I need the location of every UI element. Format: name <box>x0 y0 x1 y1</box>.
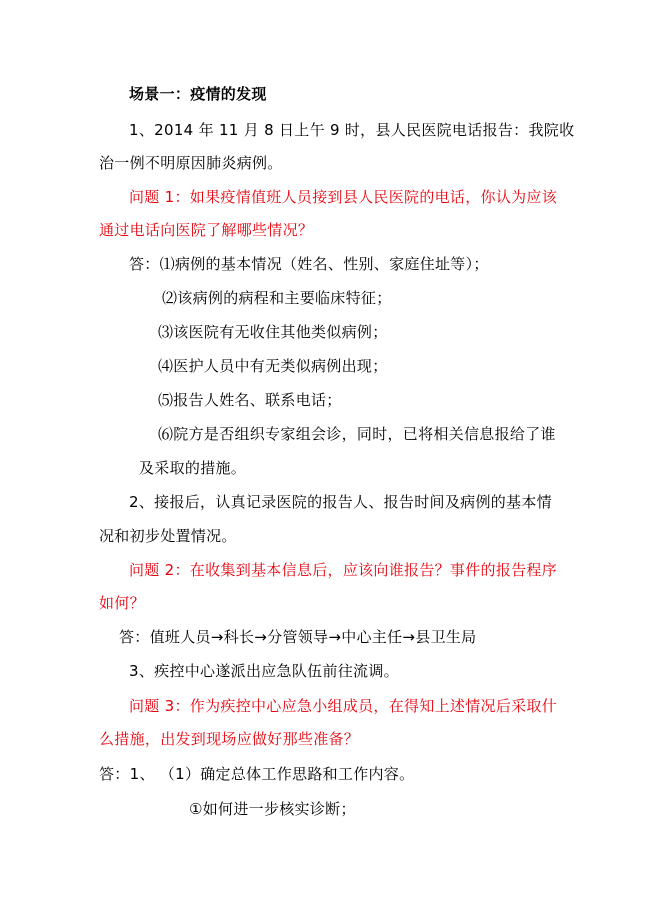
item-1-line-1: 1、2014 年 11 月 8 日上午 9 时，县人民医院电话报告：我院收 <box>129 121 575 139</box>
answer-1-item-6-line-1: ⑹院方是否组织专家组会诊，同时，已将相关信息报给了谁 <box>158 425 556 443</box>
item-2-line-2: 况和初步处置情况。 <box>99 527 237 545</box>
question-1-line-1: 问题 1：如果疫情值班人员接到县人民医院的电话，你认为应该 <box>129 188 558 206</box>
answer-3-sub-1: ①如何进一步核实诊断； <box>189 800 356 818</box>
question-2-line-2: 如何？ <box>99 594 145 612</box>
question-3-line-2: 么措施，出发到现场应做好那些准备？ <box>99 730 360 748</box>
question-2-line-1: 问题 2：在收集到基本信息后，应该向谁报告？事件的报告程序 <box>129 561 558 579</box>
answer-1-item-1: 答：⑴病例的基本情况（姓名、性别、家庭住址等）； <box>129 255 489 273</box>
answer-3-line-1: 答：1、 （1）确定总体工作思路和工作内容。 <box>99 765 415 783</box>
question-3-line-1: 问题 3：作为疾控中心应急小组成员，在得知上述情况后采取什 <box>129 697 558 715</box>
item-1-line-2: 治一例不明原因肺炎病例。 <box>99 154 283 172</box>
answer-2: 答：值班人员→科长→分管领导→中心主任→县卫生局 <box>119 628 477 646</box>
answer-1-item-5: ⑸报告人姓名、联系电话； <box>158 391 342 409</box>
answer-1-item-4: ⑷医护人员中有无类似病例出现； <box>158 357 388 375</box>
item-2-line-1: 2、接报后，认真记录医院的报告人、报告时间及病例的基本情 <box>129 493 552 511</box>
answer-1-item-2: ⑵该病例的病程和主要临床特征； <box>162 289 392 307</box>
question-1-line-2: 通过电话向医院了解哪些情况？ <box>99 221 314 239</box>
answer-1-item-3: ⑶该医院有无收住其他类似病例； <box>158 323 388 341</box>
answer-1-item-6-line-2: 及采取的措施。 <box>139 459 247 477</box>
item-3: 3、疾控中心遂派出应急队伍前往流调。 <box>129 662 399 680</box>
section-heading: 场景一：疫情的发现 <box>129 85 267 103</box>
